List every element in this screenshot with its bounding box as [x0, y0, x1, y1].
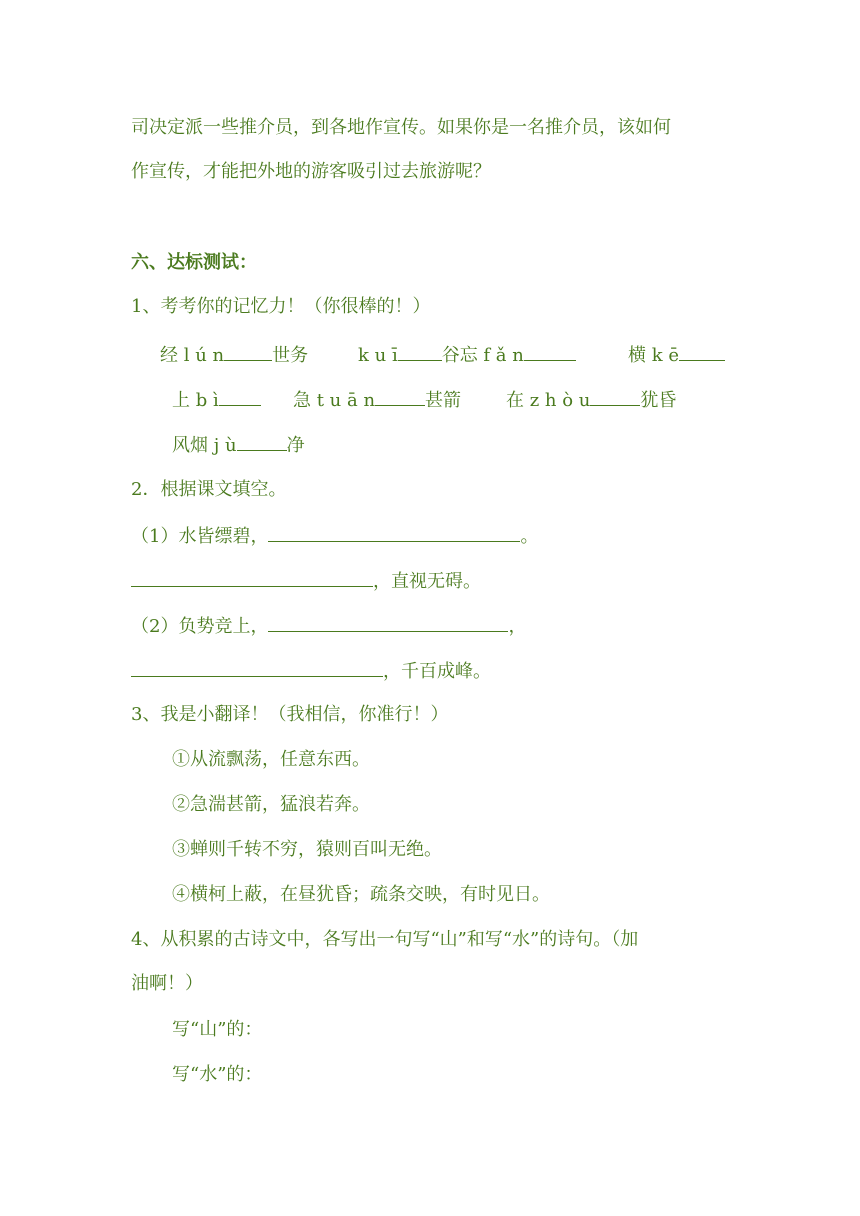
q1-item-ju-prefix: 风烟 j ù [172, 435, 237, 456]
q1-row1 [160, 342, 308, 368]
q3-item-2: ②急湍甚箭，猛浪若奔。 [172, 794, 370, 815]
q1-row3 [172, 432, 305, 458]
q2-p1-suffix: 。 [520, 526, 539, 547]
q1-blank-bi[interactable] [219, 387, 261, 406]
q2-p2-blank-2[interactable] [131, 658, 383, 677]
q1-item-bi-prefix: 上 b ì [172, 390, 219, 411]
q3-title: 3、我是小翻译！（我相信，你准行！） [131, 704, 449, 725]
intro-line-1: 司决定派一些推介员，到各地作宣传。如果你是一名推介员，该如何 [131, 117, 671, 138]
q2-p1-blank-2[interactable] [131, 568, 373, 587]
q1-item-lun-suffix: 世务 [272, 345, 309, 366]
q1-item-kui-prefix: k u ī [358, 345, 398, 366]
q2-p2-line2-suffix: ，千百成峰。 [383, 661, 491, 682]
q1-item-tuan-suffix: 甚箭 [425, 390, 462, 411]
q1-item-zhou-prefix: 在 z h ò u [506, 390, 591, 411]
q2-p2-line2 [131, 658, 491, 684]
q1-item-kui-suffix: 谷忘 f ǎ n [441, 345, 524, 366]
q2-p2-prefix: （2）负势竞上， [131, 616, 269, 637]
q1-blank-lun[interactable] [224, 342, 272, 361]
q2-p1-blank-1[interactable] [268, 523, 520, 542]
q1-blank-tuan[interactable] [375, 387, 425, 406]
q1-blank-ju[interactable] [237, 432, 287, 451]
q1-row2-a [172, 387, 261, 413]
q1-blank-fan[interactable] [524, 342, 576, 361]
q2-p1-prefix: （1）水皆缥碧， [131, 526, 269, 547]
q1-item-tuan-prefix: 急 t u ā n [293, 390, 376, 411]
q1-item-ju-suffix: 净 [286, 435, 305, 456]
section-title: 六、达标测试： [131, 252, 257, 273]
q2-p1-line2 [131, 568, 481, 594]
q1-title: 1、考考你的记忆力！（你很棒的！） [131, 296, 431, 317]
q2-p2-suffix: ， [508, 616, 527, 637]
q3-item-1: ①从流飘荡，任意东西。 [172, 749, 370, 770]
q2-title: 2．根据课文填空。 [131, 479, 287, 500]
q1-row2-c [506, 387, 676, 413]
intro-line-2: 作宣传，才能把外地的游客吸引过去旅游呢？ [131, 161, 491, 182]
q1-blank-ke[interactable] [679, 342, 725, 361]
q1-item-ke-prefix: 横 k ē [628, 345, 680, 366]
q1-row1-c [628, 342, 725, 368]
q2-p1 [131, 523, 538, 549]
q1-item-lun-prefix: 经 l ú n [160, 345, 225, 366]
q4-water-label: 写“水”的： [172, 1064, 263, 1085]
q1-row2-b [293, 387, 461, 413]
q2-p2 [131, 613, 526, 639]
q1-item-zhou-suffix: 犹昏 [640, 390, 677, 411]
q2-p1-line2-suffix: ，直视无碍。 [373, 571, 481, 592]
q4-title-line-1: 4、从积累的古诗文中，各写出一句写“山”和写“水”的诗句。（加 [131, 929, 639, 950]
q1-blank-zhou[interactable] [590, 387, 640, 406]
q3-item-4: ④横柯上蔽，在昼犹昏；疏条交映，有时见日。 [172, 884, 550, 905]
q3-item-3: ③蝉则千转不穷，猿则百叫无绝。 [172, 839, 442, 860]
q1-row1-b [358, 342, 576, 368]
q4-title-line-2: 油啊！） [131, 973, 203, 994]
q4-mountain-label: 写“山”的： [172, 1019, 263, 1040]
q1-blank-kui[interactable] [398, 342, 442, 361]
q2-p2-blank-1[interactable] [268, 613, 508, 632]
